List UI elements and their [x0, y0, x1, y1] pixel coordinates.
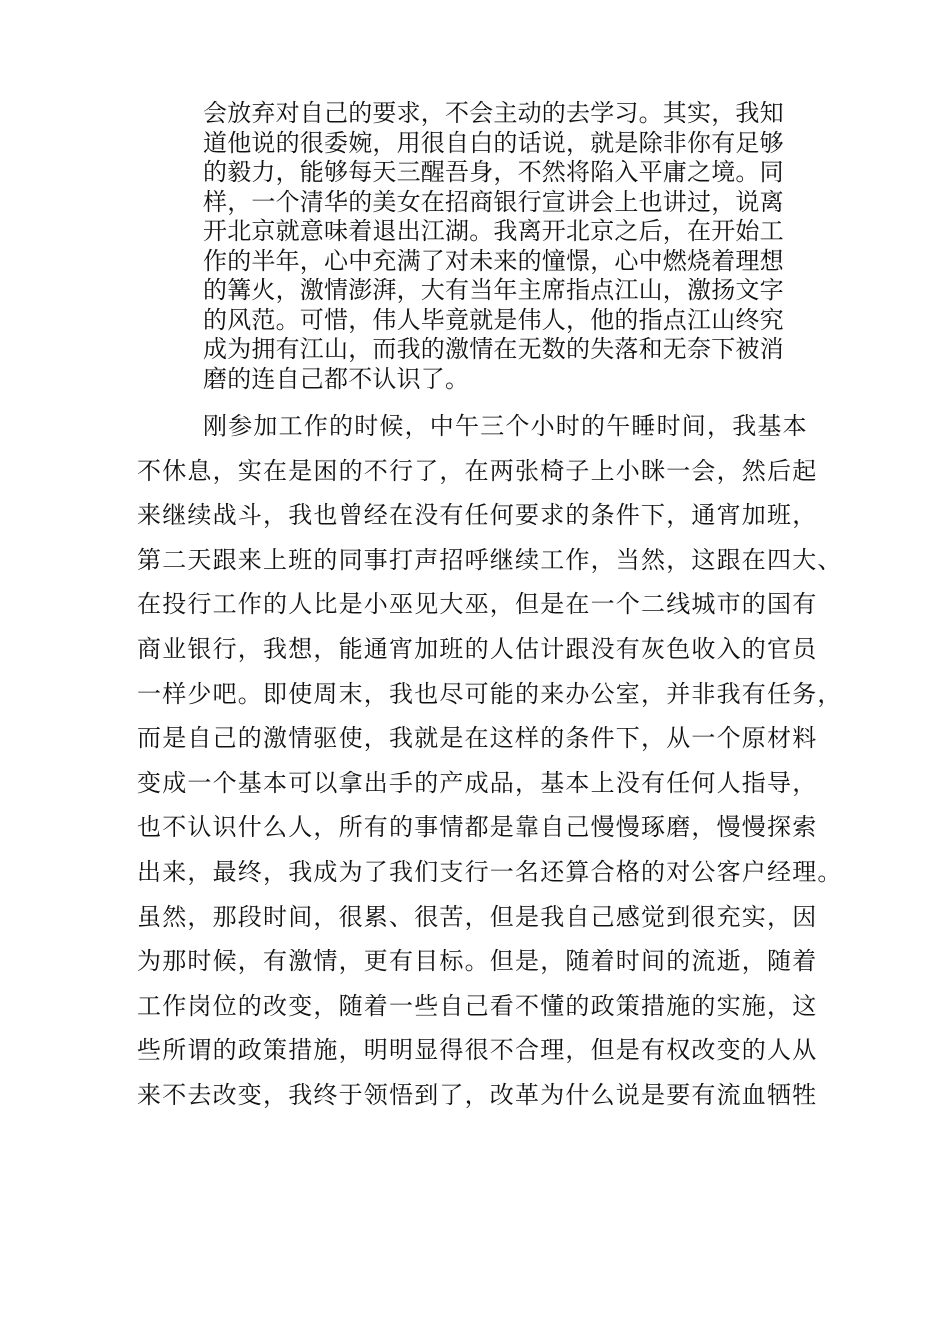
body-line: 工作岗位的改变，随着一些自己看不懂的政策措施的实施，这: [137, 991, 818, 1020]
body-line: 而是自己的激情驱使，我就是在这样的条件下，从一个原材料: [137, 724, 818, 753]
quote-line: 样，一个清华的美女在招商银行宣讲会上也讲过，说离: [203, 187, 784, 216]
body-line: 不休息，实在是困的不行了，在两张椅子上小眯一会，然后起: [137, 456, 818, 485]
body-line: 来继续战斗，我也曾经在没有任何要求的条件下，通宵加班，: [137, 501, 818, 530]
indented-quote-paragraph: [203, 99, 843, 394]
body-line: 一样少吧。即使周末，我也尽可能的来办公室，并非我有任务，: [137, 679, 843, 708]
quote-line: 成为拥有江山，而我的激情在无数的失落和无奈下被消: [203, 335, 784, 363]
body-line: 来不去改变，我终于领悟到了，改革为什么说是要有流血牺牲: [137, 1080, 818, 1109]
quote-line: 的毅力，能够每天三醒吾身，不然将陷入平庸之境。同: [203, 158, 784, 186]
quote-line: 的风范。可惜，伟人毕竟就是伟人，他的指点江山终究: [203, 305, 784, 334]
body-line: 虽然，那段时间，很累、很苦，但是我自己感觉到很充实，因: [137, 902, 818, 931]
body-line: 在投行工作的人比是小巫见大巫，但是在一个二线城市的国有: [137, 590, 818, 619]
quote-line: 道他说的很委婉，用很自白的话说，就是除非你有足够: [203, 128, 784, 157]
quote-line: 开北京就意味着退出江湖。我离开北京之后，在开始工: [203, 217, 784, 245]
body-line: 也不认识什么人，所有的事情都是靠自己慢慢琢磨，慢慢探索: [137, 813, 818, 842]
quote-line: 磨的连自己都不认识了。: [203, 364, 470, 393]
body-line: 第二天跟来上班的同事打声招呼继续工作，当然，这跟在四大、: [137, 545, 843, 574]
body-line: 出来，最终，我成为了我们支行一名还算合格的对公客户经理。: [137, 857, 843, 886]
body-paragraph: [137, 404, 857, 1118]
body-line: 变成一个基本可以拿出手的产成品，基本上没有任何人指导，: [137, 768, 818, 797]
quote-line: 的篝火，激情澎湃，大有当年主席指点江山，激扬文字: [203, 276, 784, 304]
quote-line: 作的半年，心中充满了对未来的憧憬，心中燃烧着理想: [203, 246, 784, 275]
body-line: 刚参加工作的时候，中午三个小时的午睡时间，我基本: [203, 412, 808, 440]
body-line: 为那时候，有激情，更有目标。但是，随着时间的流逝，随着: [137, 947, 818, 976]
quote-line: 会放弃对自己的要求，不会主动的去学习。其实，我知: [203, 99, 784, 127]
body-line: 些所谓的政策措施，明明显得很不合理，但是有权改变的人从: [137, 1036, 818, 1065]
body-line: 商业银行，我想，能通宵加班的人估计跟没有灰色收入的官员: [137, 634, 818, 663]
